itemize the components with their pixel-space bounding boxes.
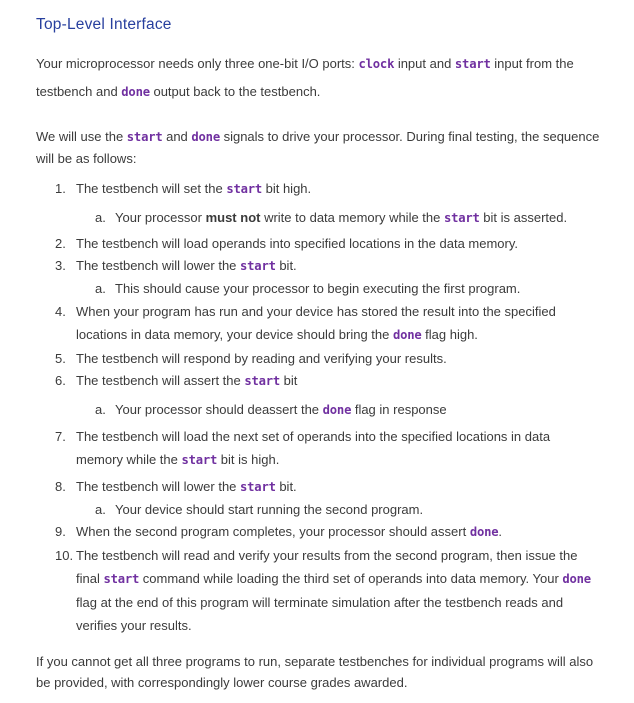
list-item (36, 300, 600, 347)
list-item-text (76, 351, 447, 366)
list-item-number: 4. (55, 304, 66, 319)
list-item-text (76, 373, 297, 388)
list-item-text (76, 548, 591, 633)
keyword-text: start (103, 572, 140, 586)
list-item-text (76, 258, 297, 273)
testing-sequence-list (36, 178, 600, 637)
text-run: input and (394, 56, 455, 71)
sub-list-item (36, 399, 600, 421)
list-item (36, 348, 600, 369)
list-item (36, 544, 600, 637)
list-item-text (76, 181, 311, 196)
text-run: The testbench will respond by reading and verifying your results. (76, 351, 447, 366)
text-run: The testbench will read and verify your results from the second program, then issue the final (76, 548, 578, 586)
list-item (36, 425, 600, 472)
text-run: When the second program completes, your processor should assert (76, 524, 470, 539)
sub-list-item (36, 278, 600, 299)
sub-list-item-text (115, 502, 423, 517)
sub-list-item-letter: a. (95, 402, 106, 417)
list-item-text (76, 524, 502, 539)
text-run: bit is asserted. (479, 210, 568, 225)
list-item (36, 476, 600, 498)
sub-list-item-text (115, 281, 520, 296)
list-item-text (76, 429, 550, 467)
paragraph-sequence-intro (36, 126, 600, 170)
list-item-text (76, 479, 297, 494)
list-item-number: 10. (55, 548, 74, 563)
keyword-text: done (469, 525, 499, 539)
list-item-number: 7. (55, 429, 66, 444)
sub-list-item-letter: a. (95, 210, 106, 225)
keyword-text: start (444, 211, 480, 225)
list-item (36, 233, 600, 254)
list-item-number: 8. (55, 479, 66, 494)
text-run: output back to the testbench. (149, 84, 321, 99)
page-title: Top-Level Interface (36, 16, 172, 33)
text-run: Your microprocessor needs only three one-bit I/O ports: (36, 56, 359, 71)
sub-list-item-letter: a. (95, 281, 106, 296)
keyword-text: clock (358, 57, 395, 71)
text-run: write to data memory while the (260, 210, 444, 225)
text-run: The testbench will set the (76, 181, 227, 196)
keyword-text: start (181, 453, 218, 467)
text-run: Your processor (115, 210, 206, 225)
keyword-text: start (126, 130, 163, 144)
text-run: bit (280, 373, 298, 388)
text-run: This should cause your processor to begin executing the first program. (115, 281, 521, 296)
text-run: Your processor should deassert the (115, 402, 323, 417)
keyword-text: done (392, 328, 422, 342)
sub-list-item-letter: a. (95, 502, 106, 517)
text-run: The testbench will lower the (76, 258, 241, 273)
text-run: flag high. (421, 327, 478, 342)
keyword-text: start (240, 259, 276, 273)
keyword-text: start (244, 374, 281, 388)
text-run: flag in response (351, 402, 447, 417)
text-run: bit. (275, 258, 297, 273)
list-item-number: 1. (55, 181, 66, 196)
text-run: The testbench will load operands into specified locations in the data memory. (76, 236, 519, 251)
paragraph-intro (36, 50, 600, 106)
list-item-text (76, 236, 518, 251)
list-item (36, 521, 600, 543)
sub-list-item-text (115, 210, 567, 225)
text-run: input from the testbench and (36, 56, 574, 99)
list-item (36, 370, 600, 392)
keyword-text: done (322, 403, 352, 417)
bold-text: must not (205, 210, 261, 225)
list-item-text (76, 304, 556, 342)
list-item-number: 3. (55, 258, 66, 273)
text-run: signals to drive your processor. During final testing, the sequence will be as follows: (36, 129, 600, 166)
keyword-text: done (191, 130, 220, 144)
text-run: and (162, 129, 192, 144)
keyword-text: start (226, 182, 262, 196)
paragraph-footer (36, 651, 600, 693)
text-run: We will use the (36, 129, 127, 144)
text-run: When your program has run and your device has stored the result into the specified locations in data memory, your device should bring the (76, 304, 556, 342)
list-item-number: 9. (55, 524, 66, 539)
keyword-text: start (454, 57, 491, 71)
list-item (36, 255, 600, 277)
list-item (36, 178, 600, 200)
keyword-text: done (121, 85, 150, 99)
list-item-number: 5. (55, 351, 66, 366)
list-item-number: 2. (55, 236, 66, 251)
text-run: . (498, 524, 502, 539)
text-run: Your device should start running the second program. (115, 502, 424, 517)
keyword-text: done (562, 572, 591, 586)
text-run: The testbench will load the next set of operands into the specified locations in data memory while the (76, 429, 551, 467)
text-run: command while loading the third set of operands into data memory. Your (139, 571, 563, 586)
sub-list-item (36, 207, 600, 229)
text-run: The testbench will lower the (76, 479, 241, 494)
text-run: bit is high. (217, 452, 280, 467)
text-run: bit. (275, 479, 297, 494)
keyword-text: start (240, 480, 276, 494)
sub-list-item-text (115, 402, 447, 417)
text-run: The testbench will assert the (76, 373, 245, 388)
sub-list-item (36, 499, 600, 520)
text-run: flag at the end of this program will terminate simulation after the testbench reads and verifies your results. (76, 595, 564, 633)
text-run: If you cannot get all three programs to run, separate testbenches for individual programs will also be provided, with correspondingly lower course grades awarded. (36, 654, 594, 690)
text-run: bit high. (262, 181, 312, 196)
list-item-number: 6. (55, 373, 66, 388)
